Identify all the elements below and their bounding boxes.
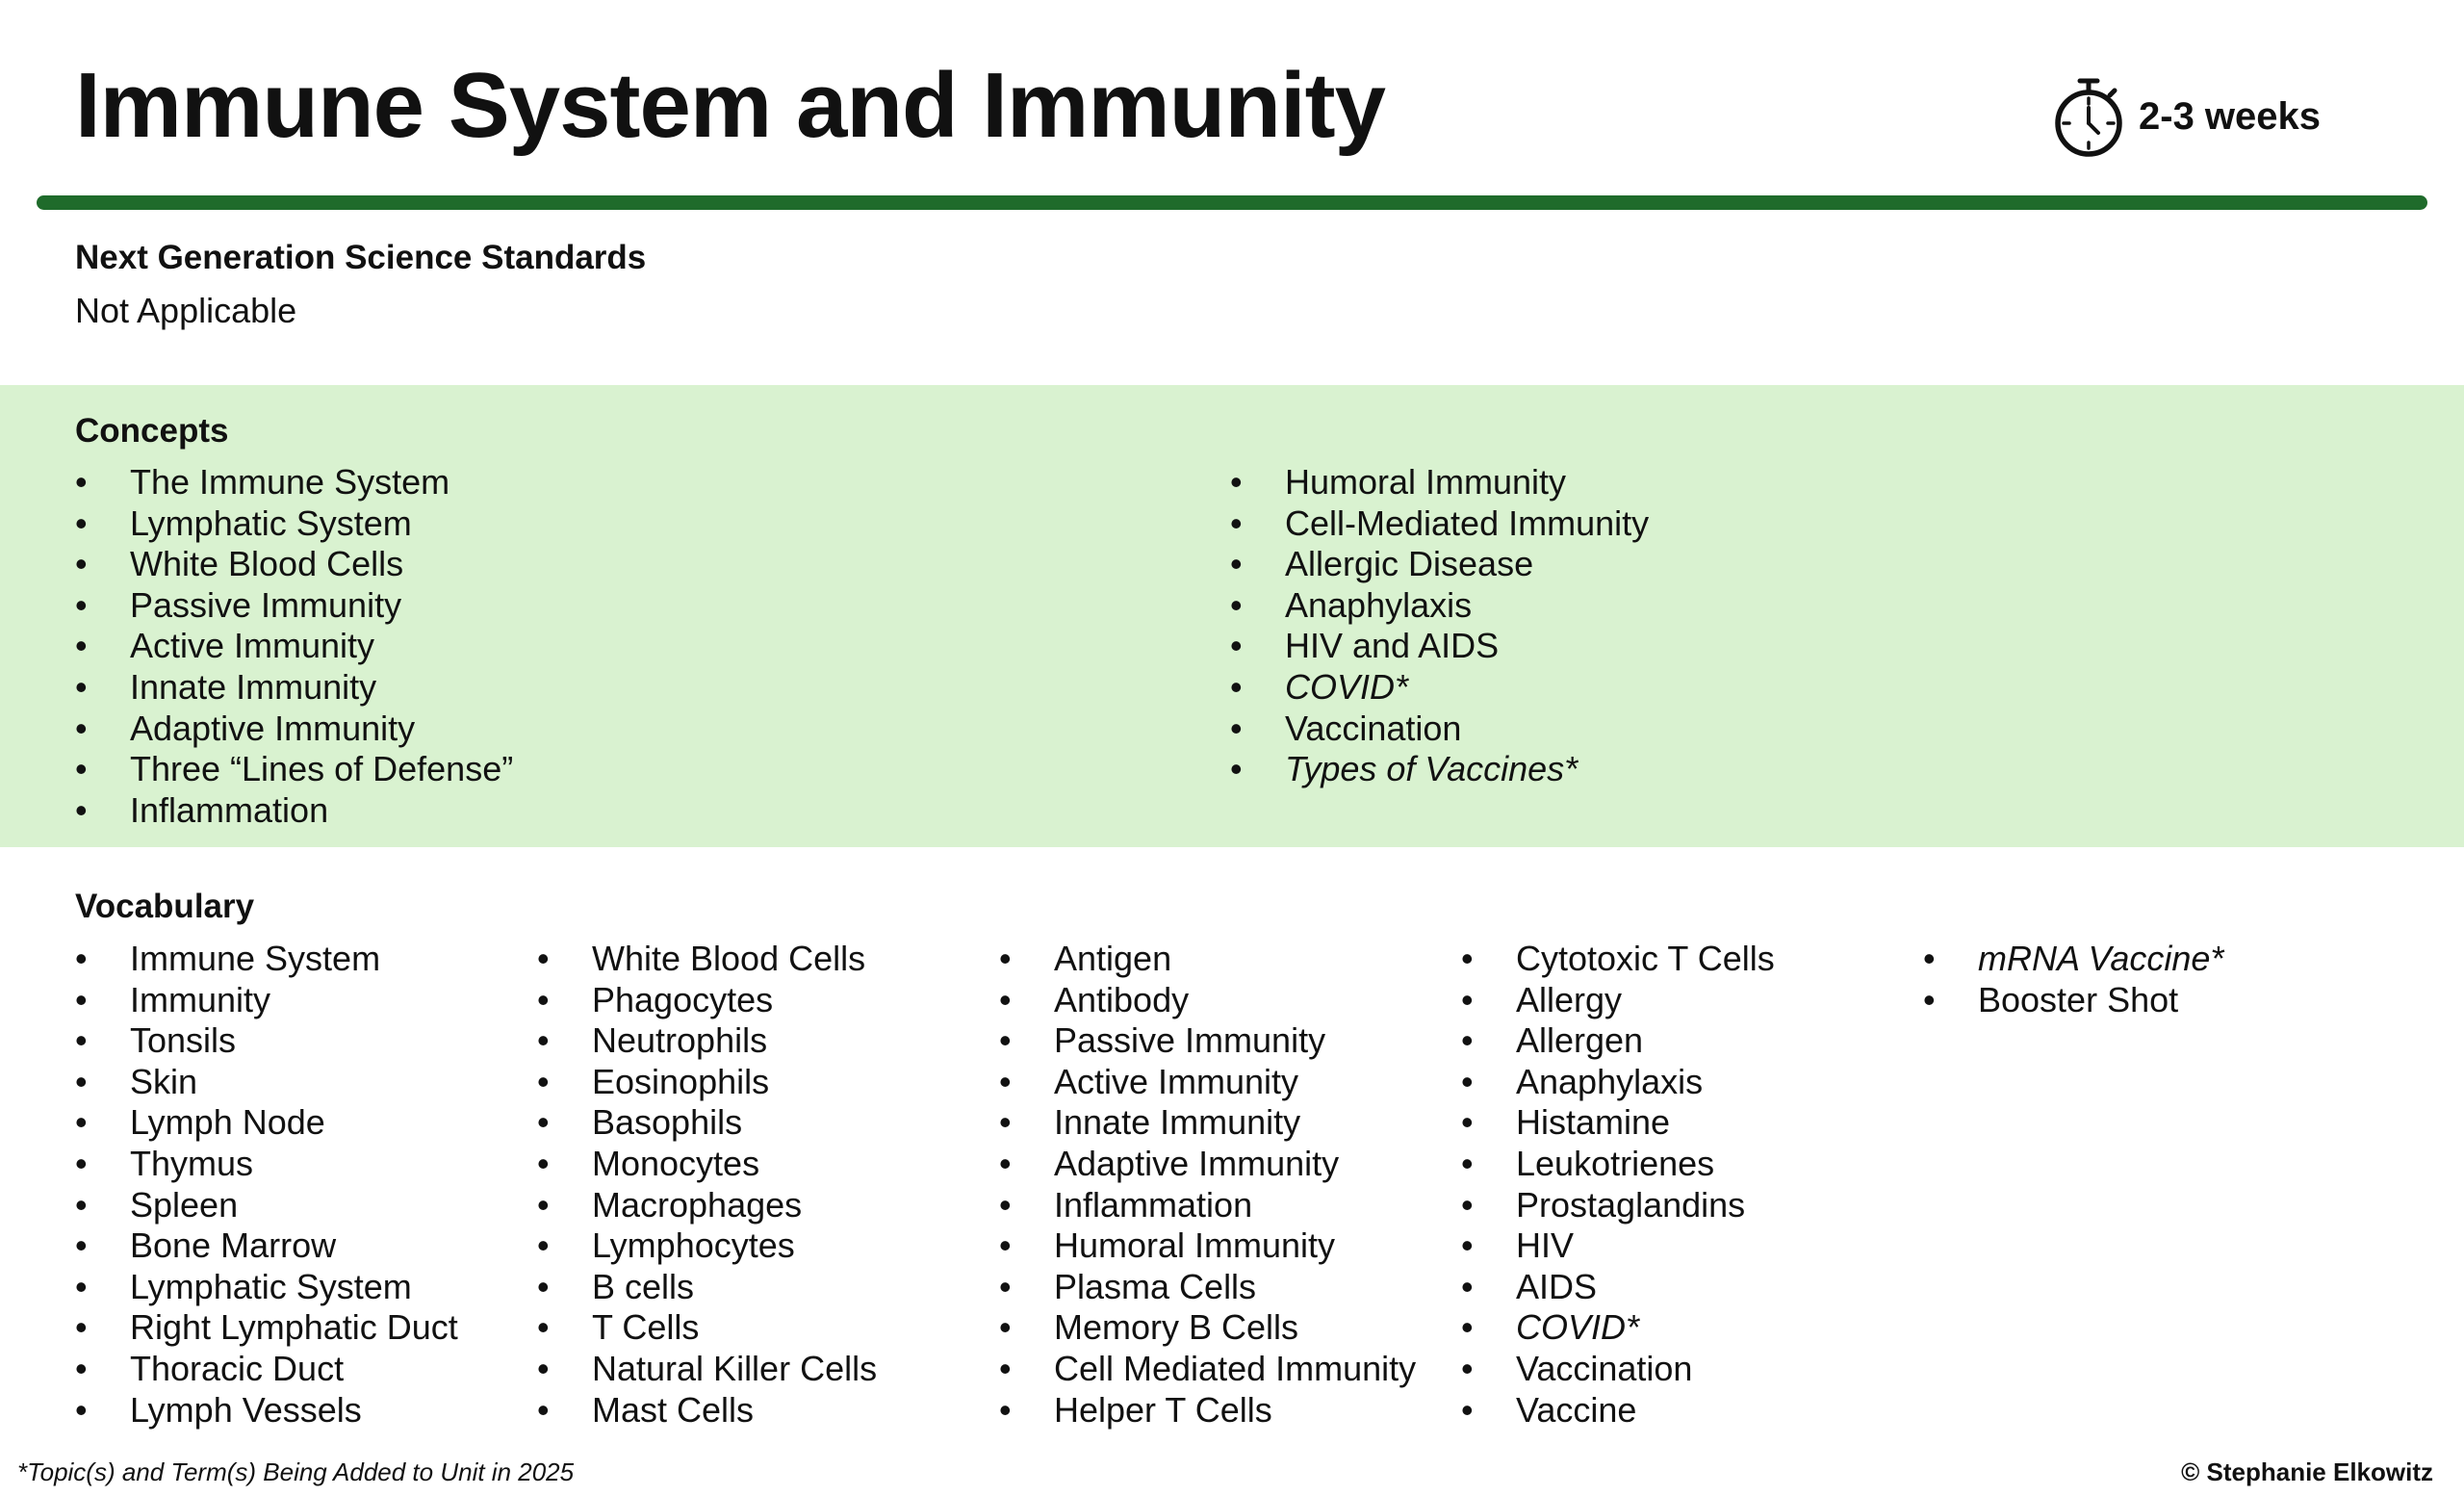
list-item-text: Passive Immunity [1054,1020,1326,1061]
list-item [999,1062,1416,1103]
list-item [999,1349,1416,1390]
list-item [1461,1020,1775,1062]
list-item-text: HIV and AIDS [1285,626,1500,666]
list-item [1923,939,2223,980]
list-item-text: COVID* [1516,1307,1640,1348]
list-item-text: Thymus [130,1143,254,1183]
list-item-text: Prostaglandins [1516,1184,1746,1225]
list-item [1230,626,1649,667]
list-item-text: White Blood Cells [130,544,404,584]
list-item [75,709,513,750]
list-item [1230,585,1649,627]
list-item-text: Inflammation [130,789,329,830]
list-item [1461,1307,1775,1349]
list-item-text: Monocytes [592,1143,760,1183]
list-item [999,1307,1416,1349]
list-item [75,1020,458,1062]
list-item [1923,980,2223,1021]
list-item-text: Lymph Vessels [130,1389,362,1430]
list-item-text: Lymph Node [130,1102,325,1143]
list-item-text: Tonsils [130,1020,237,1061]
list-item [537,1102,877,1144]
list-item-text: Innate Immunity [130,666,377,707]
standards-value: Not Applicable [75,291,297,330]
list-item [537,1307,877,1349]
list-item-text: Antibody [1054,979,1190,1019]
list-item-text: Vaccine [1516,1389,1637,1430]
list-item [537,1185,877,1226]
list-item [75,1144,458,1185]
list-item [75,503,513,545]
list-item-text: Anaphylaxis [1516,1061,1704,1101]
list-item [1230,503,1649,545]
list-item [1230,749,1649,790]
list-item [1461,1062,1775,1103]
list-item [1461,1144,1775,1185]
list-item-text: Lymphatic System [130,503,412,543]
list-item-text: Types of Vaccines* [1285,749,1578,789]
list-item-text: HIV [1516,1225,1575,1266]
list-item-text: Allergic Disease [1285,544,1534,584]
list-item [999,980,1416,1021]
list-item [537,1225,877,1267]
list-item [1461,1349,1775,1390]
list-item-text: Histamine [1516,1102,1671,1143]
list-item [75,1062,458,1103]
list-item [75,1185,458,1226]
list-item [75,626,513,667]
list-item-text: Plasma Cells [1054,1266,1257,1306]
list-item [999,1020,1416,1062]
list-item-text: T Cells [592,1307,700,1348]
list-item-text: Right Lymphatic Duct [130,1307,458,1348]
list-item-text: Skin [130,1061,198,1101]
list-item-text: Thoracic Duct [130,1348,345,1388]
list-item [537,1144,877,1185]
list-item-text: Cytotoxic T Cells [1516,939,1775,978]
list-item [75,585,513,627]
list-item-text: AIDS [1516,1266,1598,1306]
list-item [1461,1267,1775,1308]
list-item-text: Neutrophils [592,1020,768,1061]
list-item-text: Three “Lines of Defense” [130,749,514,789]
list-item [75,1267,458,1308]
list-item [1230,544,1649,585]
list-item-text: Adaptive Immunity [1054,1143,1340,1183]
list-item-text: Allergen [1516,1020,1644,1061]
list-item [75,790,513,832]
vocabulary-column-3 [999,939,1416,1431]
list-item-text: Humoral Immunity [1285,462,1567,502]
list-item [75,1102,458,1144]
list-item [1461,1225,1775,1267]
list-item-text: Allergy [1516,979,1623,1019]
list-item [999,939,1416,980]
vocabulary-column-1 [75,939,458,1431]
list-item-text: Basophils [592,1102,743,1143]
list-item [999,1390,1416,1432]
list-item-text: Vaccination [1285,708,1462,748]
list-item-text: The Immune System [130,462,450,502]
footnote: *Topic(s) and Term(s) Being Added to Unit in 2025 [17,1457,575,1486]
list-item [1230,462,1649,503]
concepts-column-1 [75,462,513,831]
list-item [999,1185,1416,1226]
list-item-text: Cell-Mediated Immunity [1285,503,1650,543]
duration-text: 2-3 weeks [2139,94,2322,138]
list-item-text: Spleen [130,1184,239,1225]
list-item [75,1390,458,1432]
title-divider [37,195,2427,210]
list-item-text: Adaptive Immunity [130,708,416,748]
concepts-heading: Concepts [75,412,229,450]
list-item [537,1267,877,1308]
concepts-column-2 [1230,462,1649,790]
list-item-text: Natural Killer Cells [592,1348,878,1388]
list-item-text: Vaccination [1516,1348,1693,1388]
list-item-text: Anaphylaxis [1285,584,1473,625]
list-item-text: Immune System [130,939,381,978]
list-item [537,1349,877,1390]
list-item-text: Immunity [130,979,271,1019]
list-item-text: Antigen [1054,939,1172,978]
list-item [75,1307,458,1349]
stopwatch-icon [2054,75,2125,158]
list-item [75,1349,458,1390]
duration-indicator [2054,75,2321,158]
list-item [1230,709,1649,750]
list-item [1461,939,1775,980]
list-item [1461,1185,1775,1226]
list-item [999,1144,1416,1185]
list-item [75,939,458,980]
list-item-text: B cells [592,1266,695,1306]
list-item-text: White Blood Cells [592,939,866,978]
list-item-text: Mast Cells [592,1389,755,1430]
vocabulary-column-5 [1923,939,2223,1020]
vocabulary-column-2 [537,939,877,1431]
list-item [75,980,458,1021]
list-item-text: Passive Immunity [130,584,402,625]
list-item-text: Phagocytes [592,979,774,1019]
list-item [75,462,513,503]
vocabulary-heading: Vocabulary [75,888,255,925]
list-item-text: COVID* [1285,666,1409,707]
list-item-text: Lymphocytes [592,1225,795,1266]
list-item [537,939,877,980]
list-item [537,980,877,1021]
list-item [537,1020,877,1062]
list-item [1461,1390,1775,1432]
list-item-text: Humoral Immunity [1054,1225,1336,1266]
list-item-text: Booster Shot [1978,979,2179,1019]
list-item [1461,980,1775,1021]
list-item [1230,667,1649,709]
list-item-text: Cell Mediated Immunity [1054,1348,1417,1388]
list-item-text: Lymphatic System [130,1266,412,1306]
copyright: © Stephanie Elkowitz [2181,1457,2433,1486]
list-item-text: Eosinophils [592,1061,770,1101]
list-item [537,1062,877,1103]
vocabulary-column-4 [1461,939,1775,1431]
list-item [75,544,513,585]
list-item [999,1225,1416,1267]
list-item-text: Active Immunity [1054,1061,1299,1101]
list-item-text: Helper T Cells [1054,1389,1272,1430]
list-item [999,1102,1416,1144]
list-item-text: Bone Marrow [130,1225,337,1266]
list-item-text: mRNA Vaccine* [1978,939,2224,978]
list-item-text: Inflammation [1054,1184,1253,1225]
standards-heading: Next Generation Science Standards [75,239,647,276]
list-item-text: Leukotrienes [1516,1143,1715,1183]
list-item [75,1225,458,1267]
list-item [1461,1102,1775,1144]
list-item-text: Macrophages [592,1184,803,1225]
list-item-text: Active Immunity [130,626,375,666]
list-item [537,1390,877,1432]
list-item [999,1267,1416,1308]
list-item [75,667,513,709]
list-item-text: Memory B Cells [1054,1307,1299,1348]
list-item [75,749,513,790]
list-item-text: Innate Immunity [1054,1102,1301,1143]
page-title: Immune System and Immunity [75,54,1385,157]
